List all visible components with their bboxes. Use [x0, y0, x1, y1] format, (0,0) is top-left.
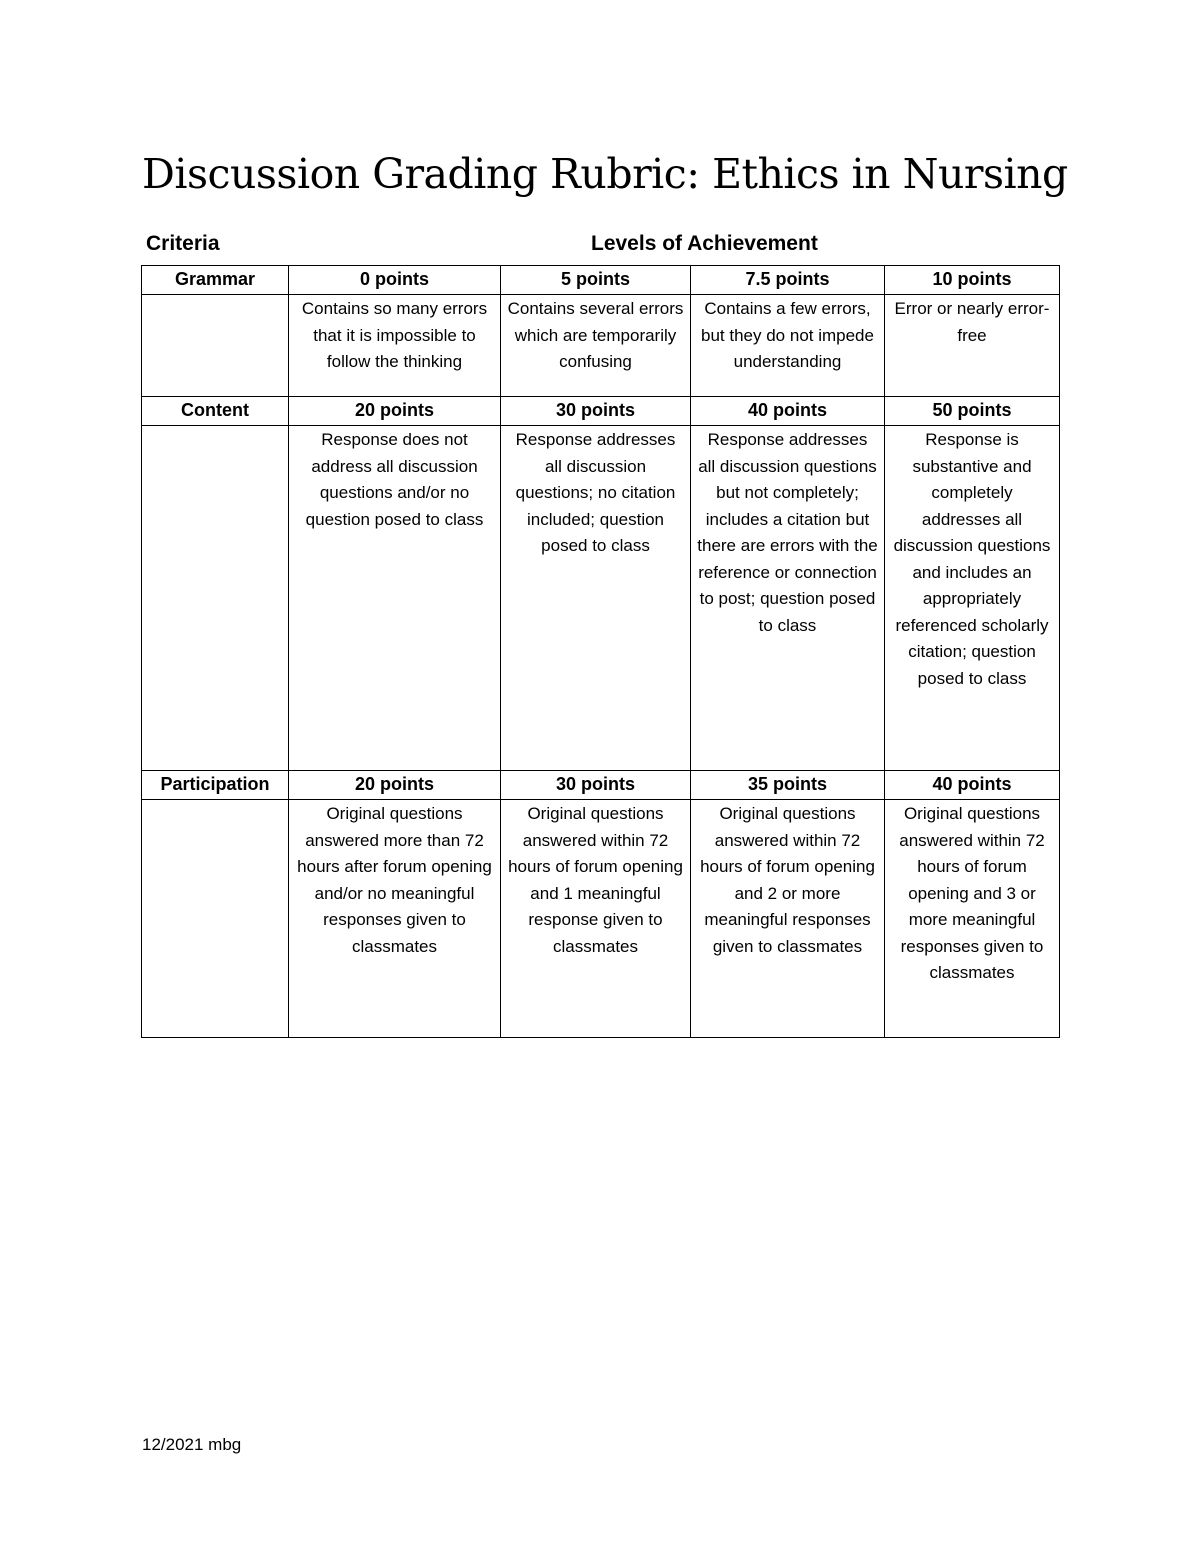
description-cell: Original questions answered within 72 hours of forum opening and 2 or more meaningful responses given to classmates: [691, 800, 885, 1038]
empty-cell: [142, 426, 289, 771]
participation-description-row: [142, 800, 1060, 1038]
points-cell: 40 points: [885, 771, 1060, 800]
criteria-header: Criteria: [146, 232, 220, 255]
grammar-description-row: [142, 295, 1060, 397]
points-cell: 10 points: [885, 266, 1060, 295]
description-cell: Response addresses all discussion questions; no citation included; question posed to class: [501, 426, 691, 771]
participation-points-row: [142, 771, 1060, 800]
points-cell: 30 points: [501, 397, 691, 426]
points-cell: 20 points: [289, 771, 501, 800]
description-cell: Original questions answered within 72 hours of forum opening and 3 or more meaningful responses given to classmates: [885, 800, 1060, 1038]
points-cell: 50 points: [885, 397, 1060, 426]
points-cell: 20 points: [289, 397, 501, 426]
criterion-name: Grammar: [142, 266, 289, 295]
document-title: Discussion Grading Rubric: Ethics in Nursing: [142, 150, 1068, 198]
description-cell: Contains several errors which are temporarily confusing: [501, 295, 691, 397]
footer-note: 12/2021 mbg: [142, 1435, 242, 1454]
content-points-row: [142, 397, 1060, 426]
points-cell: 35 points: [691, 771, 885, 800]
points-cell: 0 points: [289, 266, 501, 295]
criterion-name: Content: [142, 397, 289, 426]
description-cell: Original questions answered within 72 hours of forum opening and 1 meaningful response given to classmates: [501, 800, 691, 1038]
description-cell: Original questions answered more than 72 hours after forum opening and/or no meaningful responses given to classmates: [289, 800, 501, 1038]
description-cell: Response addresses all discussion questions but not completely; includes a citation but there are errors with the reference or connection to post; question posed to class: [691, 426, 885, 771]
description-cell: Response is substantive and completely addresses all discussion questions and includes an appropriately referenced scholarly citation; question posed to class: [885, 426, 1060, 771]
grammar-points-row: [142, 266, 1060, 295]
points-cell: 7.5 points: [691, 266, 885, 295]
description-cell: Error or nearly error-free: [885, 295, 1060, 397]
empty-cell: [142, 800, 289, 1038]
rubric-table: [141, 265, 1060, 1038]
content-description-row: [142, 426, 1060, 771]
empty-cell: [142, 295, 289, 397]
description-cell: Response does not address all discussion questions and/or no question posed to class: [289, 426, 501, 771]
description-cell: Contains a few errors, but they do not impede understanding: [691, 295, 885, 397]
levels-header: Levels of Achievement: [591, 232, 818, 255]
description-cell: Contains so many errors that it is impossible to follow the thinking: [289, 295, 501, 397]
points-cell: 30 points: [501, 771, 691, 800]
points-cell: 5 points: [501, 266, 691, 295]
criterion-name: Participation: [142, 771, 289, 800]
points-cell: 40 points: [691, 397, 885, 426]
